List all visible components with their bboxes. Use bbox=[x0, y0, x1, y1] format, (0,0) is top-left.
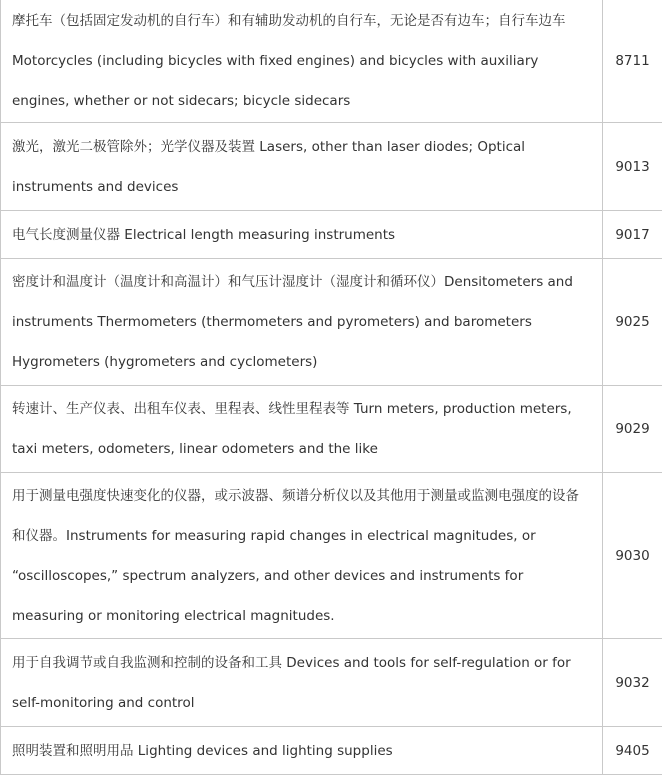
table-row bbox=[1, 0, 662, 123]
hs-code-cell: 9017 bbox=[603, 211, 662, 259]
hs-code-cell: 9032 bbox=[603, 639, 662, 727]
hs-code-cell: 9029 bbox=[603, 386, 662, 473]
hs-code-cell: 9030 bbox=[603, 473, 662, 639]
hs-code-cell: 8711 bbox=[603, 0, 662, 123]
description-cell: 转速计、生产仪表、出租车仪表、里程表、线性里程表等 Turn meters, production meters, taxi meters, odometers, linear odometers and the like bbox=[1, 386, 603, 473]
description-cell: 摩托车（包括固定发动机的自行车）和有辅助发动机的自行车，无论是否有边车；自行车边车 Motorcycles (including bicycles with fixed engines) and bicycles with auxiliary engines, whether or not sidecars; bicycle sidecars bbox=[1, 0, 603, 123]
table-row bbox=[1, 386, 662, 473]
description-cell: 用于自我调节或自我监测和控制的设备和工具 Devices and tools for self-regulation or for self-monitoring and control bbox=[1, 639, 603, 727]
table-row bbox=[1, 639, 662, 727]
description-cell: 照明装置和照明用品 Lighting devices and lighting supplies bbox=[1, 727, 603, 775]
hs-code-cell: 9025 bbox=[603, 259, 662, 386]
description-cell: 用于测量电强度快速变化的仪器，或示波器、频谱分析仪以及其他用于测量或监测电强度的设备和仪器。Instruments for measuring rapid changes in electrical magnitudes, or “oscilloscopes,” spectrum analyzers, and other devices and instruments for measuring or monitoring electrical magnitudes. bbox=[1, 473, 603, 639]
table-row bbox=[1, 211, 662, 259]
hs-code-cell: 9405 bbox=[603, 727, 662, 775]
hs-code-cell: 9013 bbox=[603, 123, 662, 211]
description-cell: 激光，激光二极管除外；光学仪器及装置 Lasers, other than laser diodes; Optical instruments and devices bbox=[1, 123, 603, 211]
description-cell: 电气长度测量仪器 Electrical length measuring instruments bbox=[1, 211, 603, 259]
table-row bbox=[1, 123, 662, 211]
table-row bbox=[1, 259, 662, 386]
table-row bbox=[1, 727, 662, 775]
table-row bbox=[1, 473, 662, 639]
description-cell: 密度计和温度计（温度计和高温计）和气压计湿度计（湿度计和循环仪）Densitometers and instruments Thermometers (thermometers and pyrometers) and barometers Hygrometers (hygrometers and cyclometers) bbox=[1, 259, 603, 386]
